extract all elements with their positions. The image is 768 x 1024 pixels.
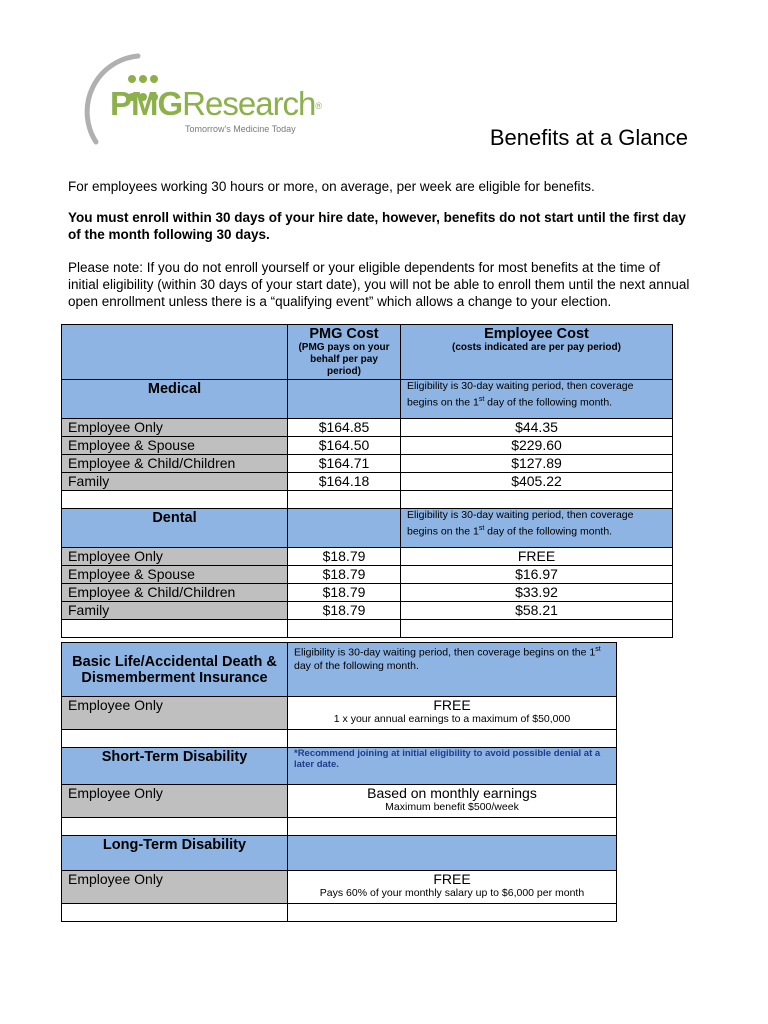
- table-row: [62, 455, 673, 473]
- employee-cost-value: $405.22: [401, 473, 673, 491]
- spacer-row: [62, 491, 673, 509]
- please-note-paragraph: Please note: If you do not enroll yourself or your eligible dependents for most benefits at the time of initial eligibility (within 30 days of your start date), you will not be able to enroll them until the next annual open enrollment unless there is a “qualifying event” which allows a change to your election.: [68, 260, 690, 309]
- table-row: [62, 871, 617, 904]
- short-term-coverage-cell: [288, 785, 617, 818]
- dental-section-title: Dental: [62, 509, 288, 548]
- logo-brand-rest: Research: [182, 85, 316, 122]
- employee-cost-value: $44.35: [401, 419, 673, 437]
- cost-table: [61, 324, 673, 638]
- row-label: Family: [62, 602, 288, 620]
- enroll-notice: You must enroll within 30 days of your hire date, however, benefits do not start until the first day of the month following 30 days.: [68, 210, 686, 242]
- employee-cost-value: $16.97: [401, 566, 673, 584]
- table-row: [62, 785, 617, 818]
- row-label: Employee Only: [62, 548, 288, 566]
- row-label: Employee Only: [62, 871, 288, 904]
- employee-cost-value: $127.89: [401, 455, 673, 473]
- pmg-cost-value: $164.85: [288, 419, 401, 437]
- spacer-row: [62, 818, 617, 836]
- employee-cost-value: $33.92: [401, 584, 673, 602]
- long-term-blank: [288, 836, 617, 871]
- pmg-cost-value: $18.79: [288, 584, 401, 602]
- life-section-title: Basic Life/Accidental Death & Dismemberment Insurance: [62, 643, 288, 697]
- employee-cost-title: Employee Cost: [484, 326, 589, 342]
- long-term-coverage-value: FREE: [433, 871, 471, 887]
- table-row: [62, 697, 617, 730]
- medical-eligibility-note: Eligibility is 30-day waiting period, then coverage begins on the 1st day of the following month.: [401, 380, 673, 419]
- life-coverage-detail: 1 x your annual earnings to a maximum of $50,000: [333, 713, 571, 725]
- page-title: Benefits at a Glance: [489, 125, 688, 150]
- life-eligibility-note: Eligibility is 30-day waiting period, then coverage begins on the 1st day of the following month.: [288, 643, 617, 697]
- table-row: [62, 437, 673, 455]
- life-coverage-cell: [288, 697, 617, 730]
- short-term-section-title: Short-Term Disability: [62, 748, 288, 785]
- short-term-coverage-value: Based on monthly earnings: [367, 785, 537, 801]
- logo-reg-mark: ®: [315, 101, 322, 111]
- blank-header-cell: [62, 325, 288, 380]
- pmg-cost-subtitle: (PMG pays on your behalf per pay period): [298, 342, 390, 377]
- pmg-cost-value: $164.18: [288, 473, 401, 491]
- spacer-row: [62, 620, 673, 638]
- insurance-table: [61, 642, 617, 922]
- table-row: [62, 584, 673, 602]
- pmg-cost-value: $18.79: [288, 548, 401, 566]
- employee-cost-header: [401, 325, 673, 380]
- employee-cost-subtitle: (costs indicated are per pay period): [452, 342, 621, 353]
- row-label: Employee & Child/Children: [62, 584, 288, 602]
- row-label: Family: [62, 473, 288, 491]
- logo-brand-bold: PMG: [110, 85, 183, 122]
- table-row: [62, 419, 673, 437]
- table-row: [62, 602, 673, 620]
- row-label: Employee & Child/Children: [62, 455, 288, 473]
- long-term-coverage-cell: [288, 871, 617, 904]
- logo-tagline: Tomorrow's Medicine Today: [185, 124, 296, 134]
- row-label: Employee Only: [62, 419, 288, 437]
- table-row: [62, 566, 673, 584]
- pmg-cost-value: $164.71: [288, 455, 401, 473]
- short-term-note: *Recommend joining at initial eligibility to avoid possible denial at a later date.: [288, 748, 617, 785]
- table-row: [62, 473, 673, 491]
- short-term-coverage-detail: Maximum benefit $500/week: [385, 801, 519, 813]
- row-label: Employee & Spouse: [62, 566, 288, 584]
- employee-cost-value: $229.60: [401, 437, 673, 455]
- pmg-cost-value: $18.79: [288, 602, 401, 620]
- life-coverage-value: FREE: [433, 697, 471, 713]
- long-term-section-title: Long-Term Disability: [62, 836, 288, 871]
- employee-cost-value: $58.21: [401, 602, 673, 620]
- spacer-row: [62, 904, 617, 922]
- pmg-cost-header: [288, 325, 401, 380]
- spacer-row: [62, 730, 617, 748]
- dental-pmg-blank: [288, 509, 401, 548]
- medical-section-title: Medical: [62, 380, 288, 419]
- table-row: [62, 548, 673, 566]
- pmg-cost-value: $18.79: [288, 566, 401, 584]
- pmg-cost-title: PMG Cost: [309, 326, 379, 342]
- dental-eligibility-note: Eligibility is 30-day waiting period, then coverage begins on the 1st day of the following month.: [401, 509, 673, 548]
- intro-paragraph: For employees working 30 hours or more, on average, per week are eligible for benefits.: [68, 179, 595, 194]
- pmg-cost-value: $164.50: [288, 437, 401, 455]
- long-term-coverage-detail: Pays 60% of your monthly salary up to $6,000 per month: [319, 887, 585, 899]
- row-label: Employee & Spouse: [62, 437, 288, 455]
- row-label: Employee Only: [62, 697, 288, 730]
- employee-cost-value: FREE: [401, 548, 673, 566]
- row-label: Employee Only: [62, 785, 288, 818]
- medical-pmg-blank: [288, 380, 401, 419]
- pmg-research-logo: [78, 50, 328, 150]
